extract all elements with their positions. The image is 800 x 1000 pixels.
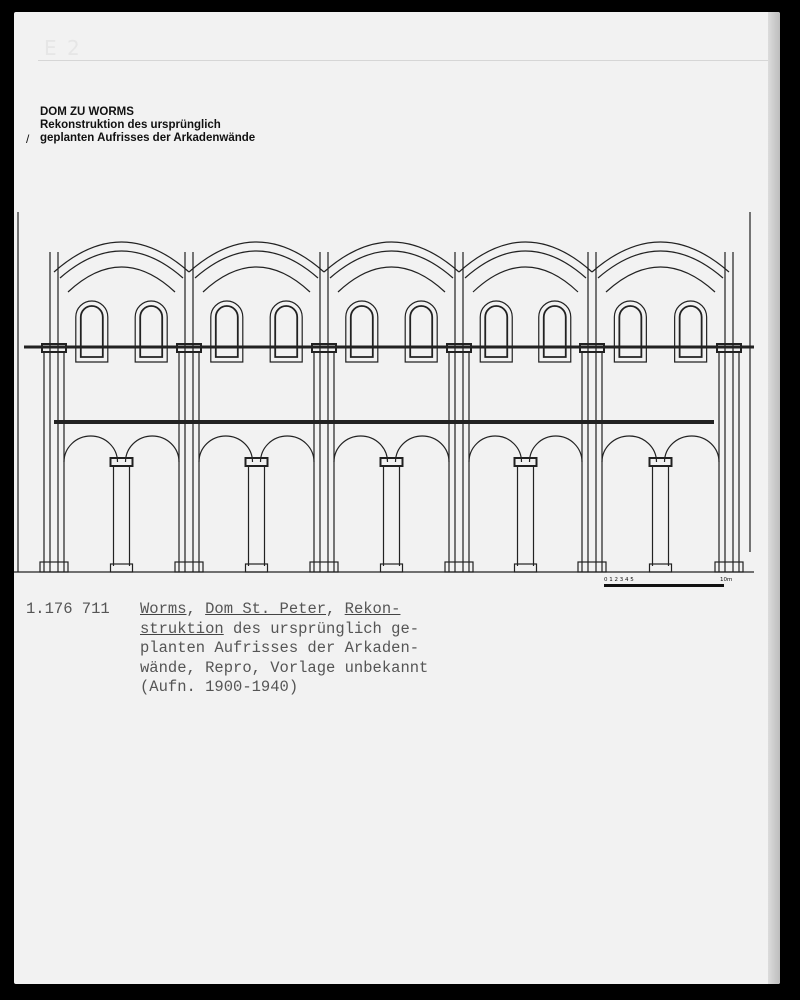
arcade-arch [602, 436, 657, 462]
arcade-arch [396, 436, 450, 462]
column-capital [111, 458, 133, 466]
caption-segment: des ursprünglich ge- [223, 619, 420, 638]
card-tab-line [38, 60, 768, 61]
caption-line [140, 639, 428, 659]
caption-segment: , [326, 600, 345, 618]
arcade-arch [64, 436, 118, 462]
caption-segment: struktion [140, 619, 224, 638]
caption-line [140, 600, 428, 620]
vault-arch-inner [195, 251, 318, 278]
caption-segment: (Aufn. 1900-1940) [140, 678, 299, 696]
scale-bar-end-label: 10m [720, 577, 733, 583]
column-capital [246, 458, 268, 466]
clerestory-window [351, 306, 373, 357]
drawing-subtitle-line2: geplanten Aufrisses der Arkadenwände [40, 132, 256, 144]
clerestory-window [81, 306, 103, 357]
clerestory-window [619, 306, 641, 357]
caption-segment: , [186, 600, 206, 618]
caption-line [140, 678, 428, 698]
arcade-arch [334, 436, 388, 462]
vault-arch-inner [465, 251, 586, 278]
drawing-title-block [40, 106, 255, 145]
archive-card [14, 12, 780, 984]
caption-text [140, 600, 428, 698]
scale-bar [604, 577, 732, 587]
caption-segment: wände, Repro, Vorlage unbekannt [140, 658, 429, 677]
vault-arch-inner [60, 251, 183, 278]
clerestory-window [140, 306, 162, 357]
arcade-arch [199, 436, 253, 462]
caption-segment: Rekon- [344, 600, 401, 618]
title-mark: / [26, 132, 30, 146]
drawing-title: DOM ZU WORMS [40, 106, 134, 118]
vault-rib [68, 267, 175, 292]
caption-segment: Dom St. Peter [205, 600, 327, 618]
clerestory-window [410, 306, 432, 357]
card-tab-label: E 2 [44, 36, 82, 60]
vault-arch-inner [330, 251, 453, 278]
caption-segment: Worms [140, 600, 187, 618]
clerestory-window [275, 306, 297, 357]
drawing-subtitle-line1: Rekonstruktion des ursprünglich [40, 119, 221, 131]
vault-rib [606, 267, 715, 292]
vault-rib [338, 267, 445, 292]
column-capital [381, 458, 403, 466]
clerestory-window [485, 306, 507, 357]
arcade-arch [261, 436, 315, 462]
clerestory-window [216, 306, 238, 357]
catalog-number: 1.176 711 [26, 600, 110, 618]
caption-line [140, 659, 428, 679]
arcade-arch [126, 436, 180, 462]
arcade-arch [665, 436, 720, 462]
scale-bar-ticks: 0 1 2 3 4 5 [604, 577, 634, 583]
caption-line [140, 620, 428, 640]
vault-rib [203, 267, 310, 292]
clerestory-window [680, 306, 702, 357]
column-capital [515, 458, 537, 466]
arcade-elevation-drawing [14, 192, 774, 592]
caption-segment: planten Aufrisses der Arkaden- [140, 639, 420, 657]
clerestory-window [544, 306, 566, 357]
column-capital [650, 458, 672, 466]
vault-arch-inner [598, 251, 723, 278]
vault-rib [473, 267, 578, 292]
